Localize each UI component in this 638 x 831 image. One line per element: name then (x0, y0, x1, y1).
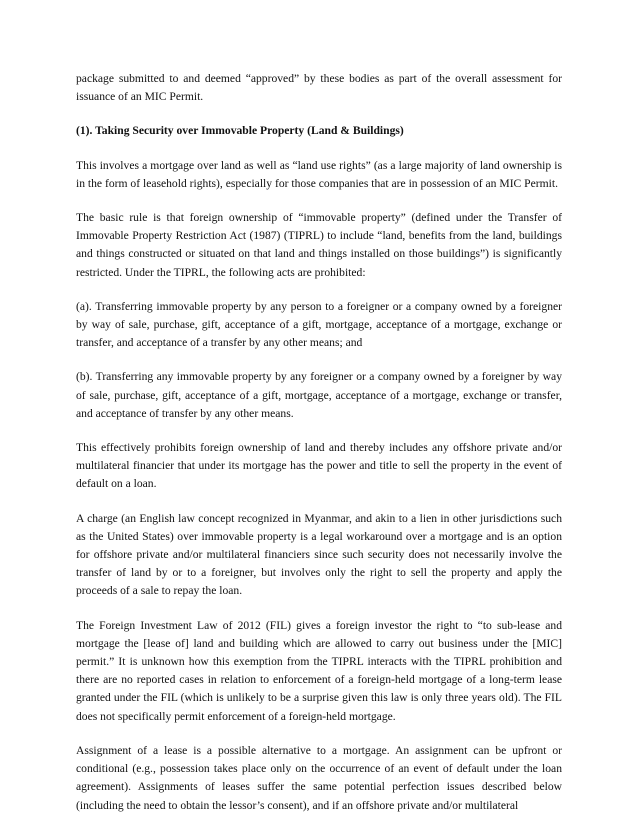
paragraph-assignment: Assignment of a lease is a possible alternative to a mortgage. An assignment can be upfront or conditional (e.g., possession takes place only on the occurrence of an event of default under the loan agreement). Assignments of leases suffer the same potential perfection issues described below (including the need to obtain the lessor’s consent), and if an offshore private and/or multilateral (76, 743, 562, 812)
paragraph-mortgage-overview: This involves a mortgage over land as well as “land use rights” (as a large majority of land ownership is in the form of leasehold rights), especially for those companies that are in possession of an MIC Permit. (76, 158, 562, 190)
paragraph-effect: This effectively prohibits foreign ownership of land and thereby includes any offshore private and/or multilateral financier that under its mortgage has the power and title to sell the property in the event of default on a loan. (76, 441, 562, 491)
paragraph-charge: A charge (an English law concept recognized in Myanmar, and akin to a lien in other jurisdictions such as the United States) over immovable property is a legal workaround over a mortgage and is an option for offshore private and/or multilateral financiers since such security does not necessarily involve the transfer of land by or to a foreigner, but involves only the right to sell the property and apply the proceeds of a sale to repay the loan. (76, 511, 562, 598)
paragraph-prohibition-b: (b). Transferring any immovable property by any foreigner or a company owned by a foreigner by way of sale, purchase, gift, acceptance of a gift, mortgage, acceptance of a mortgage, exchange or transfer, and acceptance of transfer by any other means. (76, 370, 562, 420)
section-heading: (1). Taking Security over Immovable Property (Land & Buildings) (76, 124, 404, 138)
paragraph-prohibition-a: (a). Transferring immovable property by any person to a foreigner or a company owned by a foreigner by way of sale, purchase, gift, acceptance of a gift, mortgage, acceptance of a mortgage, exchange or transfer, and acceptance of a transfer by any other means; and (76, 299, 562, 350)
document-body (76, 70, 562, 831)
paragraph-fil: The Foreign Investment Law of 2012 (FIL) gives a foreign investor the right to “to sub-lease and mortgage the [lease of] land and building which are allowed to carry out business under the [MIC] permit.” It is unknown how this exemption from the TIPRL interacts with the TIPRL prohibition and there are no reported cases in relation to enforcement of a foreign-held mortgage of a long-term lease granted under the FIL (which is unlikely to be a surprise given this law is only three years old). The FIL does not specifically permit enforcement of a foreign-held mortgage. (76, 618, 562, 723)
paragraph-basic-rule: The basic rule is that foreign ownership of “immovable property” (defined under the Transfer of Immovable Property Restriction Act (1987) (TIPRL) to include “land, benefits from the land, buildings and things constructed or situated on that land and things installed on those buildings”) is significantly restricted. Under the TIPRL, the following acts are prohibited: (76, 211, 562, 279)
paragraph-continuation: package submitted to and deemed “approved” by these bodies as part of the overall assessment for issuance of an MIC Permit. (76, 72, 562, 104)
